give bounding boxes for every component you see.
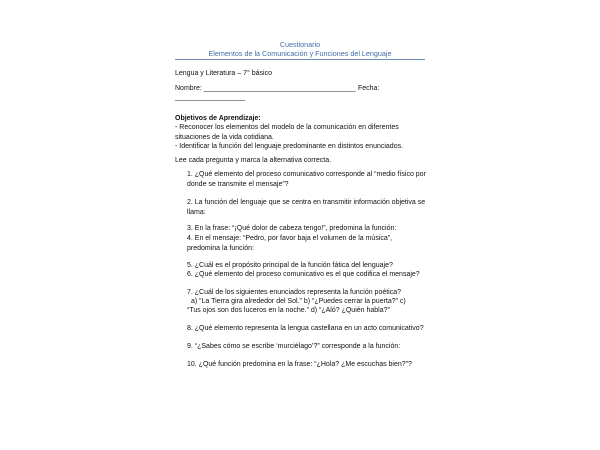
date-label: Fecha: xyxy=(358,85,380,92)
document-title: Cuestionario xyxy=(279,40,321,49)
question-8: 8. ¿Qué elemento representa la lengua castellana en un acto comunicativo? xyxy=(187,325,424,332)
document-header xyxy=(175,41,425,58)
document-subtitle: Elementos de la Comunicación y Funciones del Lenguaje xyxy=(208,48,392,58)
header-divider xyxy=(175,59,425,60)
objective-item: - Identificar la función del lenguaje predominante en distintos enunciados. xyxy=(175,143,404,150)
question-2: 2. La función del lenguaje que se centra en transmitir información objetiva se llama: xyxy=(187,199,426,216)
name-field: Nombre: _______________________________________ xyxy=(175,85,356,92)
question-10: 10. ¿Qué función predomina en la frase: “¿Hola? ¿Me escuchas bien?”? xyxy=(187,361,412,368)
question-7: 7. ¿Cuál de los siguientes enunciados representa la función poética? xyxy=(187,289,402,296)
question-3: 3. En la frase: “¡Qué dolor de cabeza tengo!”, predomina la función: xyxy=(187,225,397,232)
objectives-title: Objetivos de Aprendizaje: xyxy=(175,115,261,122)
instruction-text: Lee cada pregunta y marca la alternativa correcta. xyxy=(175,157,332,164)
question-6: 6. ¿Qué elemento del proceso comunicativo es el que codifica el mensaje? xyxy=(187,271,420,278)
question-7-options-line-2: “Tus ojos son dos luceros en la noche.” d) “¿Aló? ¿Quién habla?” xyxy=(187,307,390,314)
question-1: 1. ¿Qué elemento del proceso comunicativo corresponde al “medio físico por donde se transmite el mensaje”? xyxy=(187,171,426,188)
question-7-options-line-1: a) “La Tierra gira alrededor del Sol.” b) “¿Puedes cerrar la puerta?” c) xyxy=(191,298,406,305)
date-line: __________________ xyxy=(175,94,246,101)
objective-item: - Reconocer los elementos del modelo de la comunicación en diferentes situaciones de la vida cotidiana. xyxy=(175,124,399,141)
question-5: 5. ¿Cuál es el propósito principal de la función fática del lenguaje? xyxy=(187,262,393,269)
question-9: 9. “¿Sabes cómo se escribe ‘murciélago’?” corresponde a la función: xyxy=(187,343,401,350)
question-4: 4. En el mensaje: “Pedro, por favor baja el volumen de la música”, predomina la función: xyxy=(187,235,393,252)
course-label: Lengua y Literatura – 7° básico xyxy=(175,70,272,77)
